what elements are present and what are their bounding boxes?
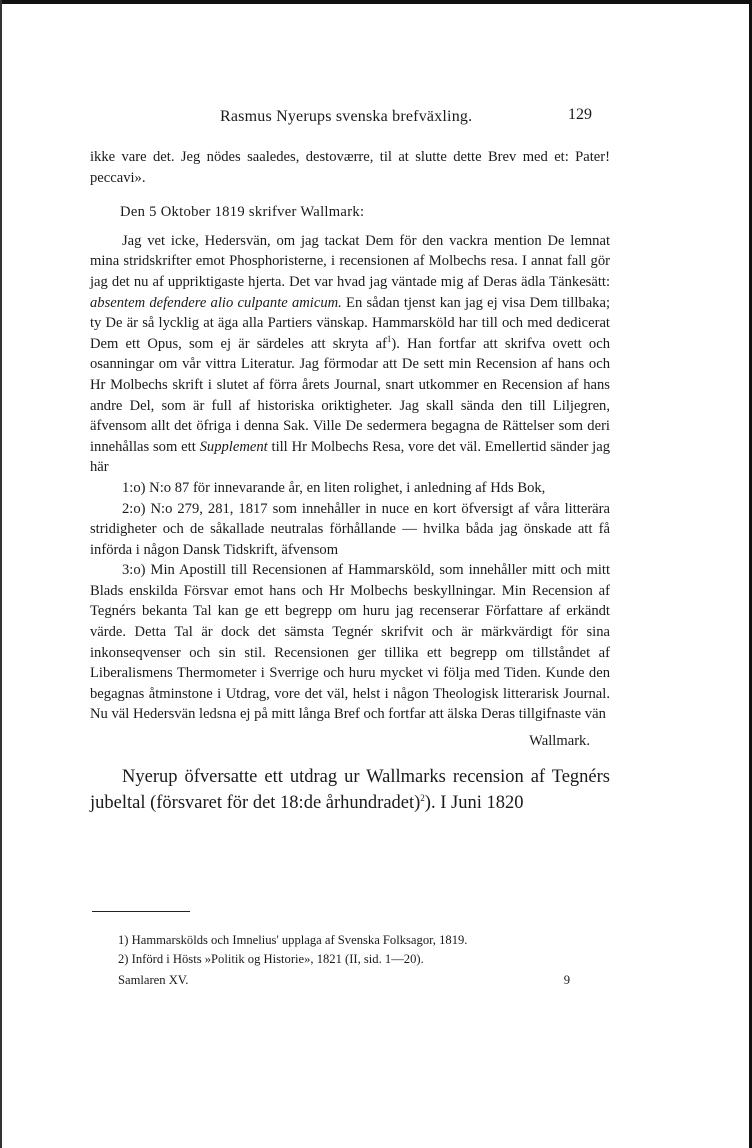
narrative-text-b: ). I Juni 1820 [424,792,524,813]
footnotes [118,931,588,969]
footnote-2: 2) Införd i Hösts »Politik og Historie», 1821 (II, sid. 1—20). [118,952,424,966]
paragraph-continuation: ikke vare det. Jeg nödes saaledes, destoværre, til at slutte dette Brev med et: Pater! peccavi». [90,149,610,186]
narrative-paragraph [90,764,610,816]
page-header [90,108,610,130]
letter-signature: Wallmark. [529,733,590,750]
footnote-rule [92,911,190,912]
supplement-word: Supplement [199,438,268,455]
narrative-text-a: Nyerup öfversatte ett utdrag ur Wallmarks recension af Tegnérs jubeltal (försvaret för det 18:de århundradet) [90,766,610,813]
letter-heading: Den 5 Oktober 1819 skrifver Wallmark: [120,204,365,221]
letter-paragraph [90,231,610,478]
journal-label: Samlaren XV. [118,973,189,987]
letter-text-d: till Hr Molbechs Resa, vore det väl. Emellertid sänder jag här [90,438,610,476]
list-item-2: 2:o) N:o 279, 281, 1817 som innehåller in nuce en kort öfversigt af våra litterära stridigheter och de såkallade neutralas förhållande — hvilka båda jag önskade att få införda i någon Dansk Tidskrift, äfvensom [90,500,610,558]
running-title: Rasmus Nyerups svenska brefväxling. [220,108,473,125]
list-item-1: 1:o) N:o 87 för innevarande år, en liten rolighet, i anledning af Hds Bok, [122,479,546,496]
page-body [90,147,610,816]
sheet-number: 9 [563,973,570,987]
scan-edge-top [0,0,752,4]
footnote-ref-2: 2 [420,792,425,803]
footnote-ref-1: 1 [386,333,392,344]
latin-quote: absentem defendere alio culpante amicum. [90,294,342,311]
printer-signature-line [118,973,570,988]
scan-edge-left [0,0,2,1148]
letter-text-a: Jag vet icke, Hedersvän, om jag tackat Dem för den vackra mention De lemnat mina stridskrifter emot Phosphoristerne, i recensionen af Molbechs resa. I annat fall gör jag det nu af uppriktigaste hjerta. Det var hvad jag väntade mig af Deras ädla Tänkesätt: [90,232,610,290]
letter-text-c: ). Han fortfar att skrifva ovett och osanningar om vår vittra Literatur. Jag förmodar att De sett min Recension af hans och Hr Molbechs skrift i slutet af förra årets Journal, snart utkommer en Recension af hans andre Del, som är full af historiska oriktigheter. Jag skall sända den till Liljegren, äfvensom allt det öfriga i denna Sak. Ville De sedermera begagna de Rättelser som deri innehållas som ett [90,335,610,455]
page-number: 129 [568,106,592,123]
list-item-3: 3:o) Min Apostill till Recensionen af Hammarsköld, som innehåller mitt och mitt Blads enskilda Försvar emot hans och Hr Molbechs beskyllningar. Min Recension af Tegnérs bekanta Tal kan ge ett begrepp om huru jag recenserar Författare af erkändt värde. Detta Tal är dock det sämsta Tegnér skrifvit och är märkvärdigt för sina inkonseqvenser och sin stil. Recensionen ger tillika ett begrepp om tillståndet af Liberalismens Thermometer i Sverrige och huru mycket vi följa med Tiden. Kunde den begagnas åtminstone i Utdrag, vore det väl, helst i någon Theologisk litterarisk Journal. Nu väl Hedersvän ledsna ej på mitt långa Bref och fortfar att älska Deras tillgifnaste vän [90,562,610,723]
footnote-1: 1) Hammarskölds och Imnelius' upplaga af Svenska Folksagor, 1819. [118,933,468,947]
letter-text-b: En sådan tjenst kan jag ej visa Dem tillbaka; ty De är så lycklig at äga alla Partiers vänskap. Hammarsköld har till och med dedicerat Dem ett Opus, som ej är särdeles att skryta af [90,294,610,352]
